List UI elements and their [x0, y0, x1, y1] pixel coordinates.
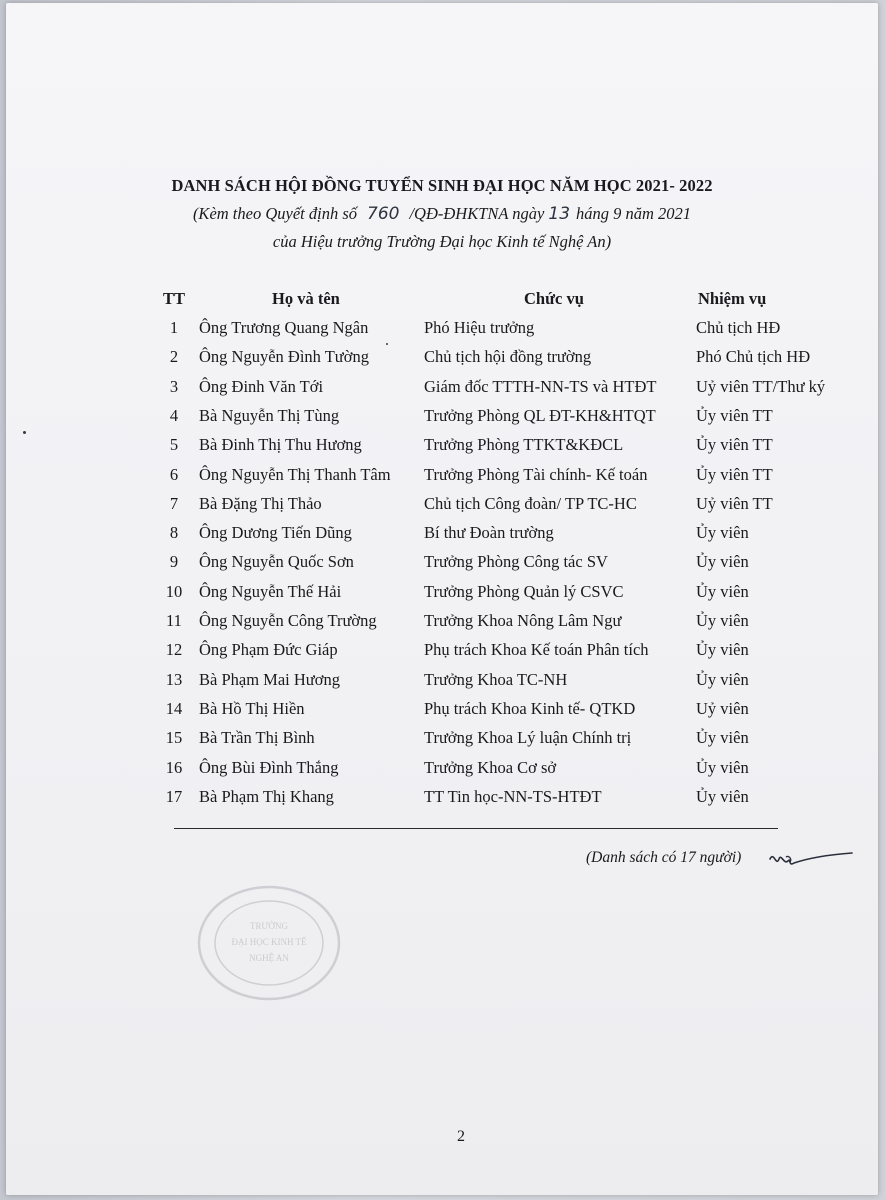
table-row: [6, 758, 878, 786]
cell-name: Ông Phạm Đức Giáp: [199, 640, 338, 660]
cell-duty: Ủy viên: [696, 581, 749, 601]
cell-duty: Ủy viên: [696, 523, 749, 543]
cell-tt: 6: [169, 464, 179, 484]
cell-position: Bí thư Đoàn trường: [424, 523, 554, 543]
document-page: [6, 3, 878, 1195]
cell-position: Chủ tịch hội đồng trường: [424, 347, 592, 367]
cell-name: Bà Trần Thị Bình: [199, 728, 315, 748]
cell-name: Ông Nguyễn Đình Tường: [199, 347, 369, 367]
page-number: 2: [457, 1128, 465, 1145]
cell-tt: 10: [165, 581, 183, 601]
cell-tt: 13: [165, 669, 183, 689]
cell-position: Giám đốc TTTH-NN-TS và HTĐT: [424, 376, 657, 396]
table-row: [6, 347, 878, 375]
handwritten-day: 13: [548, 204, 571, 224]
subtitle-middle: /QĐ-ĐHKTNA ngày: [409, 204, 545, 223]
cell-position: Trưởng Khoa Nông Lâm Ngư: [424, 611, 622, 630]
cell-name: Ông Dương Tiến Dũng: [199, 523, 352, 543]
cell-duty: Ủy viên: [696, 786, 749, 806]
document-subtitle-line2: của Hiệu trưởng Trường Đại học Kinh tế Nghệ An): [272, 232, 612, 251]
cell-duty: Ủy viên TT: [696, 464, 773, 484]
cell-name: Bà Đặng Thị Thảo: [199, 493, 322, 513]
cell-position: Chủ tịch Công đoàn/ TP TC-HC: [424, 493, 637, 513]
cell-tt: 7: [169, 493, 179, 513]
cell-tt: 15: [165, 728, 183, 748]
cell-position: Trưởng Phòng Tài chính- Kế toán: [424, 464, 648, 484]
cell-tt: 5: [169, 435, 179, 455]
header-position: Chức vụ: [524, 289, 584, 308]
cell-tt: 17: [165, 786, 183, 806]
cell-duty: Ủy viên: [696, 611, 749, 630]
cell-duty: Uỷ viên TT/Thư ký: [696, 376, 826, 396]
table-row: [6, 406, 878, 434]
cell-position: Trưởng Phòng QL ĐT-KH&HTQT: [424, 405, 656, 425]
document-subtitle: [6, 204, 878, 224]
cell-position: Trưởng Khoa Lý luận Chính trị: [424, 728, 632, 748]
table-row: [6, 377, 878, 405]
cell-position: Phó Hiệu trưởng: [424, 318, 535, 337]
table-row: [6, 582, 878, 610]
table-row: [6, 318, 878, 346]
header-duty: Nhiệm vụ: [698, 289, 767, 308]
cell-position: Trưởng Khoa TC-NH: [424, 669, 568, 689]
table-row: [6, 494, 878, 522]
table-row: [6, 670, 878, 698]
cell-duty: Ủy viên: [696, 669, 749, 689]
cell-tt: 11: [166, 611, 182, 630]
table-row: [6, 465, 878, 493]
document-title: DANH SÁCH HỘI ĐỒNG TUYỂN SINH ĐẠI HỌC NĂM HỌC 2021- 2022: [171, 176, 713, 195]
header-tt: TT: [162, 289, 185, 308]
cell-name: Ông Đinh Văn Tới: [199, 376, 324, 396]
cell-name: Bà Nguyễn Thị Tùng: [199, 405, 340, 425]
faded-stamp: [194, 883, 344, 1003]
cell-name: Ông Nguyễn Công Trường: [199, 611, 377, 630]
table-row: [6, 699, 878, 727]
cell-tt: 16: [165, 757, 183, 777]
cell-duty: Phó Chủ tịch HĐ: [696, 347, 811, 367]
cell-tt: 12: [165, 640, 183, 660]
paper-speck: [23, 431, 26, 434]
signature-mark: [766, 845, 856, 875]
table-row: [6, 787, 878, 815]
stamp-line-3: NGHỆ AN: [249, 953, 289, 963]
cell-duty: Uỷ viên: [696, 698, 749, 718]
cell-position: Phụ trách Khoa Kế toán Phân tích: [424, 640, 649, 660]
table-row: [6, 523, 878, 551]
footer-note: (Danh sách có 17 người): [586, 849, 742, 866]
cell-tt: 3: [169, 376, 179, 396]
cell-tt: 9: [169, 552, 179, 572]
table-header: [6, 289, 878, 317]
cell-tt: 1: [169, 318, 179, 337]
table-bottom-rule: [174, 828, 778, 829]
cell-position: TT Tin học-NN-TS-HTĐT: [424, 786, 602, 806]
cell-duty: Ủy viên TT: [696, 405, 773, 425]
handwritten-decision-number: 760: [367, 204, 400, 224]
table-row: [6, 435, 878, 463]
cell-position: Trưởng Phòng Công tác SV: [424, 552, 608, 572]
paper-speck: [386, 343, 388, 345]
cell-position: Trưởng Phòng Quản lý CSVC: [424, 581, 624, 601]
table-row: [6, 640, 878, 668]
cell-name: Ông Bùi Đình Thắng: [199, 757, 339, 777]
subtitle-prefix: (Kèm theo Quyết định số: [192, 204, 357, 223]
cell-position: Trưởng Khoa Cơ sở: [424, 757, 557, 777]
cell-duty: Ủy viên: [696, 552, 749, 572]
table-row: [6, 728, 878, 756]
cell-name: Bà Hồ Thị Hiền: [199, 698, 305, 718]
cell-position: Trưởng Phòng TTKT&KĐCL: [424, 435, 624, 455]
stamp-line-1: TRƯỜNG: [250, 921, 288, 931]
cell-name: Bà Phạm Mai Hương: [199, 669, 340, 689]
cell-tt: 14: [165, 698, 183, 718]
cell-position: Phụ trách Khoa Kinh tế- QTKD: [424, 698, 636, 718]
cell-duty: Ủy viên: [696, 728, 749, 748]
cell-duty: Ủy viên: [696, 640, 749, 660]
cell-duty: Ủy viên TT: [696, 435, 773, 455]
cell-duty: Chủ tịch HĐ: [696, 318, 781, 337]
stamp-line-2: ĐẠI HỌC KINH TẾ: [231, 937, 307, 947]
header-name: Họ và tên: [272, 289, 340, 308]
cell-name: Ông Nguyễn Thế Hải: [199, 581, 342, 601]
cell-name: Ông Nguyễn Quốc Sơn: [199, 552, 354, 572]
table-row: [6, 611, 878, 639]
cell-name: Bà Đinh Thị Thu Hương: [199, 435, 362, 455]
table-row: [6, 552, 878, 580]
cell-tt: 8: [169, 523, 179, 543]
cell-duty: Uỷ viên TT: [696, 493, 773, 513]
cell-tt: 4: [169, 405, 179, 425]
subtitle-suffix: háng 9 năm 2021: [576, 204, 692, 223]
cell-duty: Ủy viên: [696, 757, 749, 777]
cell-tt: 2: [169, 347, 179, 367]
cell-name: Ông Nguyễn Thị Thanh Tâm: [199, 464, 391, 484]
cell-name: Ông Trương Quang Ngân: [199, 318, 369, 337]
cell-name: Bà Phạm Thị Khang: [199, 786, 334, 806]
